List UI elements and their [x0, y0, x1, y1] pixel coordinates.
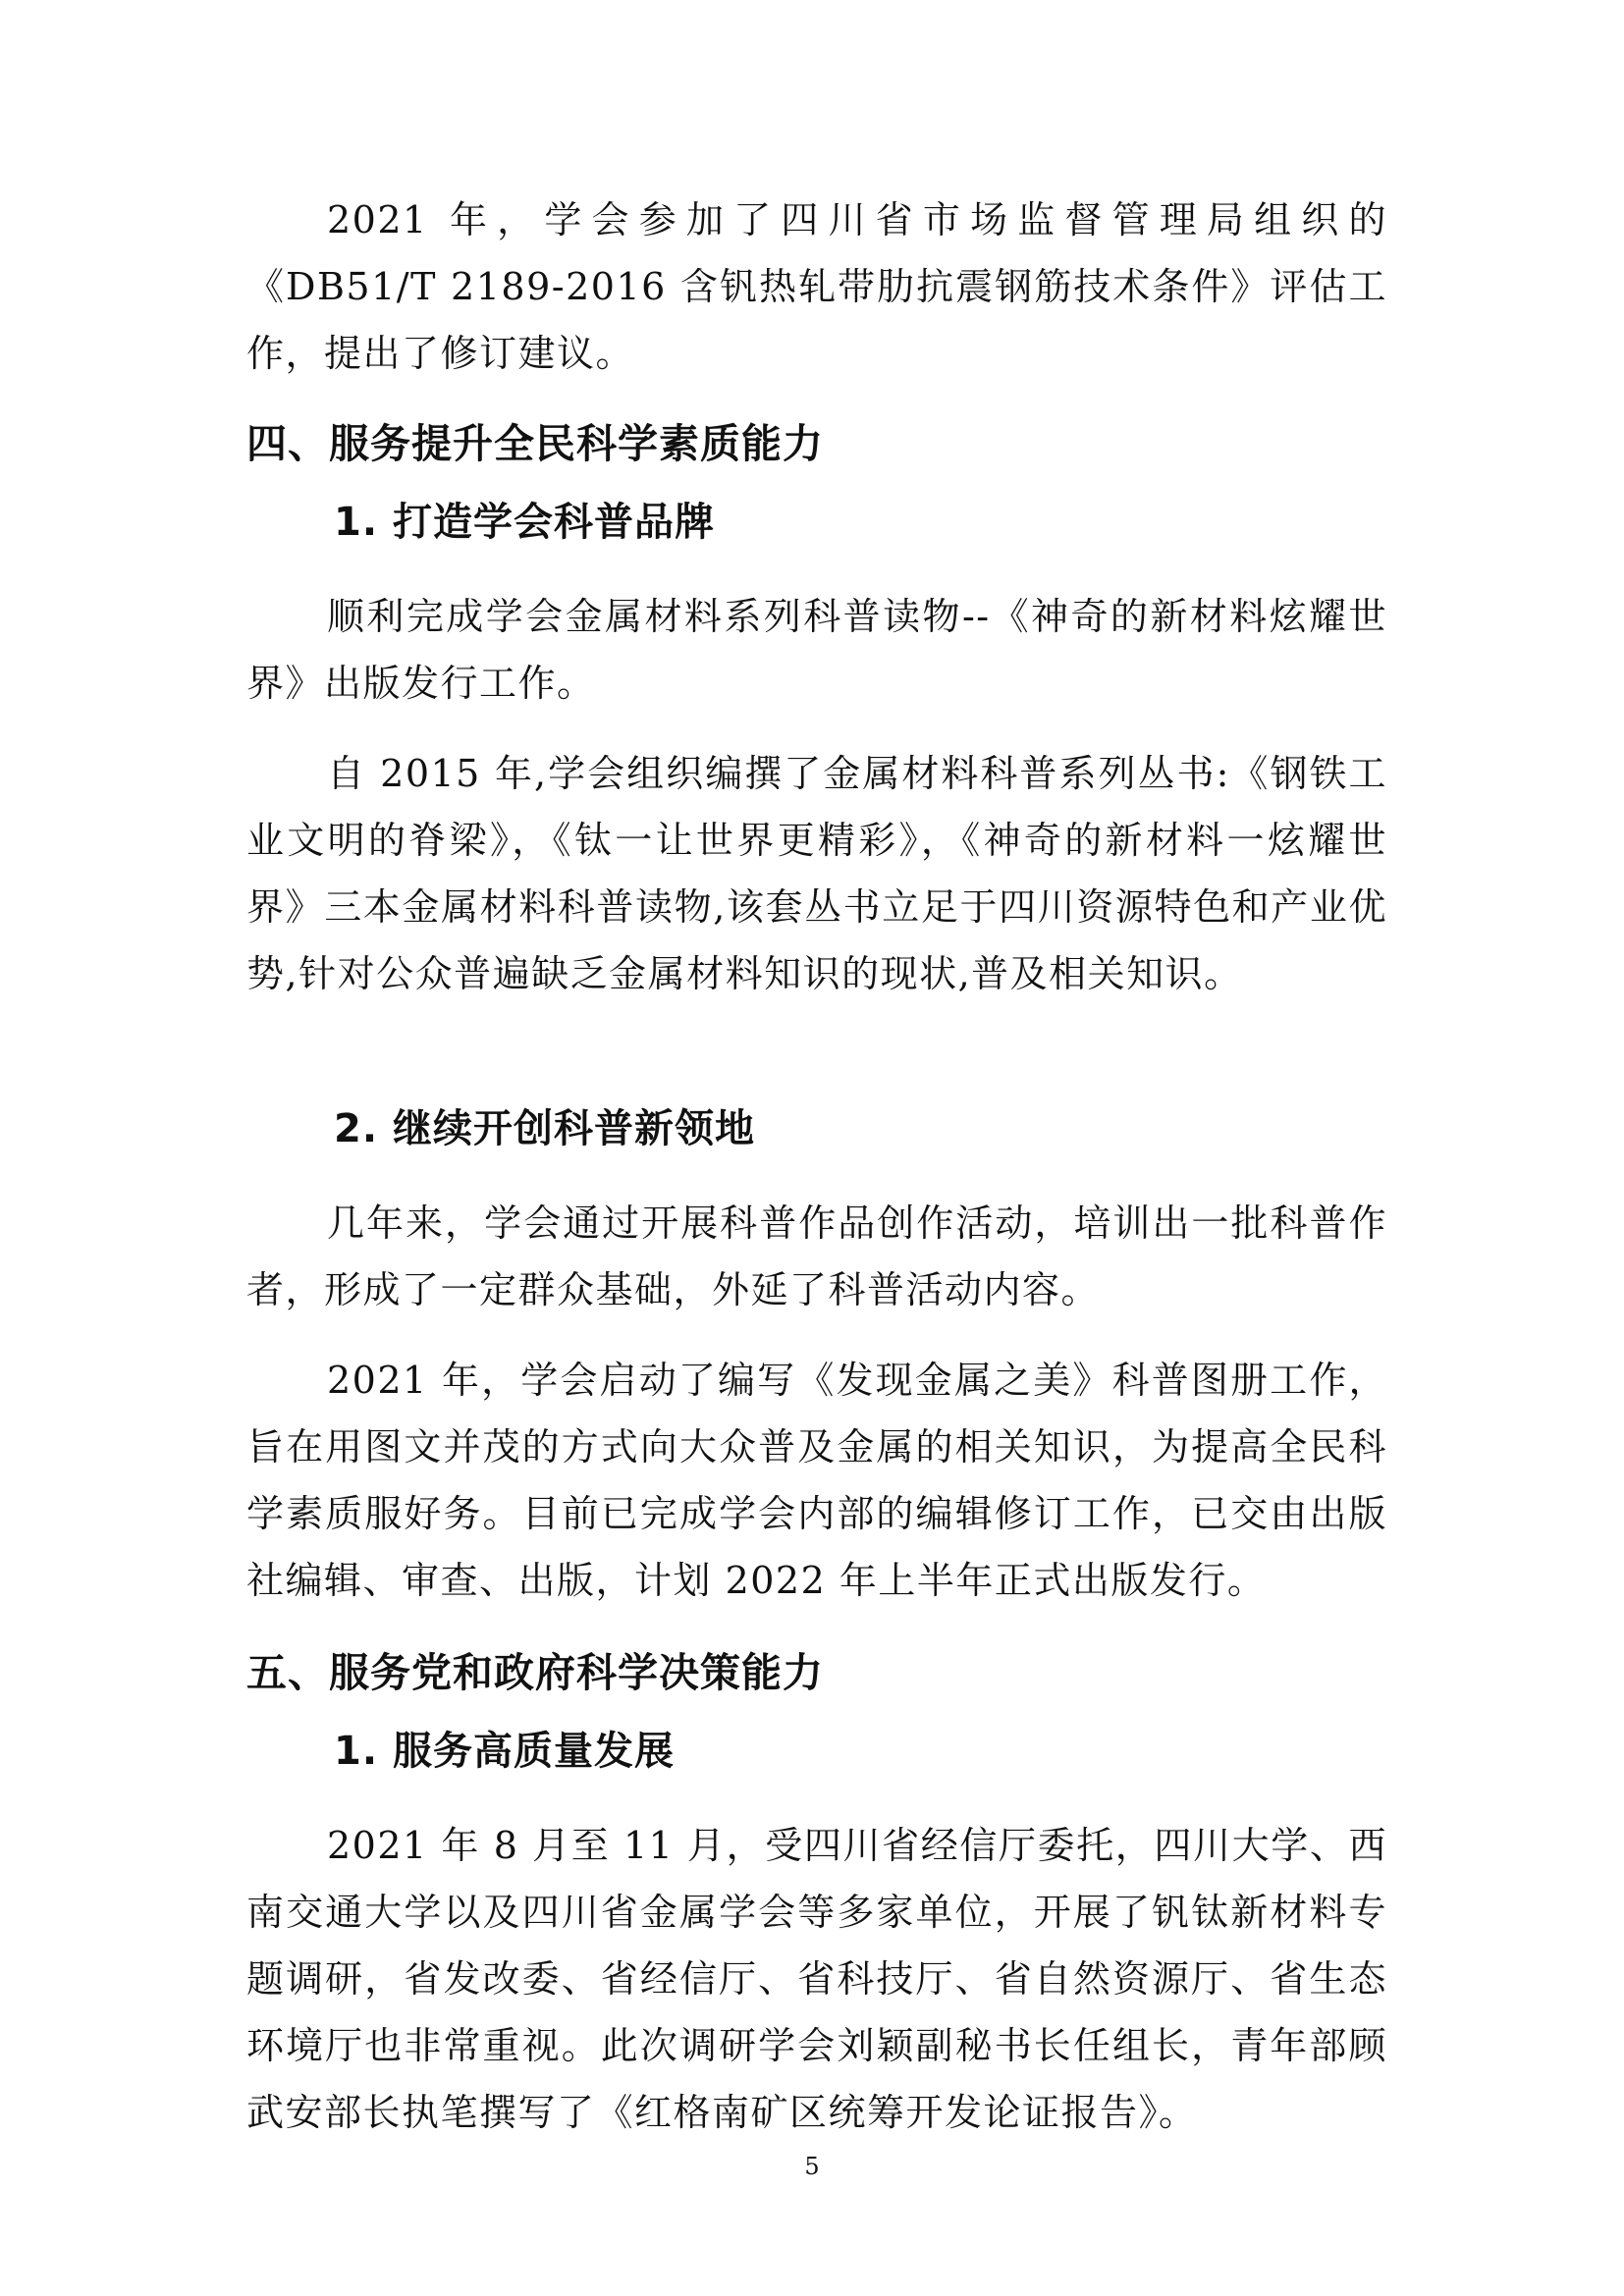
paragraph-research-report: 2021 年 8 月至 11 月，受四川省经信厅委托，四川大学、西南交通大学以及四川省金属学会等多家单位，开展了钒钛新材料专题调研，省发改委、省经信厅、省科技厅、省自然资源厅、省生态环境厅也非常重视。此次调研学会刘颖副秘书长任组长，青年部顾武安部长执笔撰写了《红格南矿区统筹开发论证报告》。	[246, 1824, 1387, 2134]
section-heading-4: 四、服务提升全民科学素质能力	[246, 420, 824, 467]
paragraph-atlas-project: 2021 年，学会启动了编写《发现金属之美》科普图册工作，旨在用图文并茂的方式向大众普及金属的相关知识，为提高全民科学素质服好务。目前已完成学会内部的编辑修订工作，已交由出版社编辑、审查、出版，计划 2022 年上半年正式出版发行。	[246, 1359, 1387, 1602]
page-number: 5	[804, 2153, 820, 2180]
subheading-science-brand: 1. 打造学会科普品牌	[334, 500, 715, 545]
paragraph-publication-completed: 顺利完成学会金属材料系列科普读物--《神奇的新材料炫耀世界》出版发行工作。	[246, 595, 1387, 705]
paragraph-book-series: 自 2015 年,学会组织编撰了金属材料科普系列丛书:《钢铁工业文明的脊梁》，《钛一让世界更精彩》，《神奇的新材料一炫耀世界》三本金属材料科普读物,该套丛书立足于四川资源特色和产业优势,针对公众普遍缺乏金属材料知识的现状,普及相关知识。	[246, 752, 1387, 995]
subheading-high-quality-development: 1. 服务高质量发展	[334, 1729, 675, 1774]
paragraph-standard-assessment: 2021 年，学会参加了四川省市场监督管理局组织的《DB51/T 2189-2016 含钒热轧带肋抗震钢筋技术条件》评估工作，提出了修订建议。	[246, 198, 1387, 375]
paragraph-science-creation: 几年来，学会通过开展科普作品创作活动，培训出一批科普作者，形成了一定群众基础，外延了科普活动内容。	[246, 1201, 1387, 1311]
subheading-new-field: 2. 继续开创科普新领地	[334, 1106, 755, 1151]
section-heading-5: 五、服务党和政府科学决策能力	[246, 1649, 824, 1696]
